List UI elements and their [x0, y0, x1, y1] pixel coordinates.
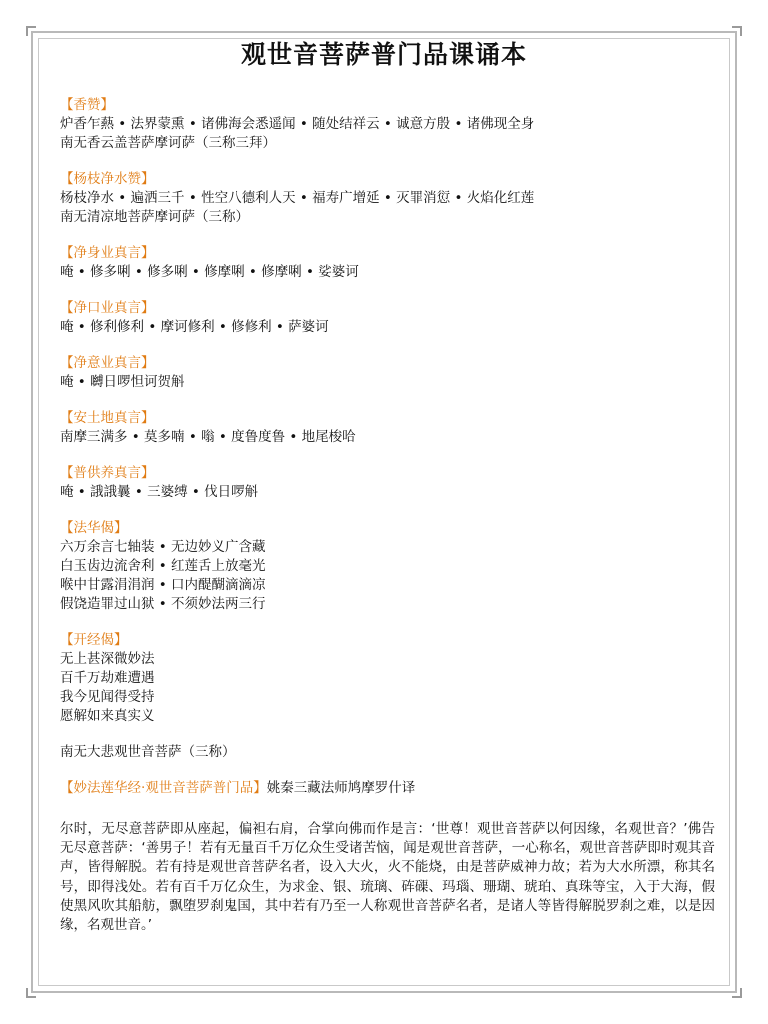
verse-line: 唵 • 誐誐曩 • 三婆缚 • 伐日啰斛 [60, 484, 259, 500]
section-heading: 【净身业真言】 [60, 245, 155, 261]
chant-section [60, 170, 720, 227]
sutra-heading [60, 779, 720, 798]
chant-section [60, 299, 720, 337]
chant-section [60, 354, 720, 392]
document-body [60, 96, 720, 935]
section-heading: 【普供养真言】 [60, 465, 155, 481]
section-heading: 【法华偈】 [60, 520, 128, 536]
frame-corner-top-right [732, 26, 742, 36]
section-heading: 【开经偈】 [60, 632, 128, 648]
verse-line: 唵 • 修利修利 • 摩诃修利 • 修修利 • 萨婆诃 [60, 319, 329, 335]
chant-section [60, 409, 720, 447]
verse-line: 喉中甘露涓涓润 • 口内醍醐滴滴凉 [60, 577, 266, 593]
chant-section [60, 631, 720, 726]
frame-corner-top-left [26, 26, 36, 36]
verse-line: 南摩三满多 • 莫多喃 • 嗡 • 度鲁度鲁 • 地尾梭哈 [60, 429, 356, 445]
sutra-translator: 姚秦三藏法师鸠摩罗什译 [266, 780, 416, 796]
verse-line: 唵 • 修多唎 • 修多唎 • 修摩唎 • 修摩唎 • 娑婆诃 [60, 264, 359, 280]
chant-section [60, 96, 720, 153]
verse-line: 南无大悲观世音菩萨（三称） [60, 744, 236, 760]
verse-line: 白玉齿边流舍利 • 红莲舌上放毫光 [60, 558, 266, 574]
chant-sections [60, 96, 720, 762]
verse-line: 愿解如来真实义 [60, 708, 155, 724]
verse-line: 百千万劫难遭遇 [60, 670, 155, 686]
frame-corner-bottom-right [732, 988, 742, 998]
section-heading: 【净口业真言】 [60, 300, 155, 316]
sutra-title: 【妙法莲华经·观世音菩萨普门品】 [60, 780, 267, 796]
verse-line: 假饶造罪过山狱 • 不须妙法两三行 [60, 596, 266, 612]
verse-line: 杨枝净水 • 遍洒三千 • 性空八德利人天 • 福寿广增延 • 灭罪消愆 • 火焰化红莲 [60, 190, 535, 206]
section-heading: 【净意业真言】 [60, 355, 155, 371]
verse-line: 南无清凉地菩萨摩诃萨（三称） [60, 209, 249, 225]
chant-section [60, 519, 720, 614]
frame-corner-bottom-left [26, 988, 36, 998]
verse-line: 南无香云盖菩萨摩诃萨（三称三拜） [60, 135, 276, 151]
verse-line: 六万余言七轴装 • 无边妙义广含藏 [60, 539, 266, 555]
chant-section [60, 464, 720, 502]
chant-section [60, 743, 720, 762]
verse-line: 唵 • 嚩日啰怛诃贺斛 [60, 374, 185, 390]
section-heading: 【香赞】 [60, 97, 114, 113]
verse-line: 无上甚深微妙法 [60, 651, 155, 667]
section-heading: 【安土地真言】 [60, 410, 155, 426]
section-heading: 【杨枝净水赞】 [60, 171, 155, 187]
verse-line: 我今见闻得受持 [60, 689, 155, 705]
page-title: 观世音菩萨普门品课诵本 [240, 40, 527, 69]
sutra-paragraph: 尔时，无尽意菩萨即从座起，偏袒右肩，合掌向佛而作是言：‘世尊！观世音菩萨以何因缘，名观世音？’佛告无尽意菩萨：‘善男子！若有无量百千万亿众生受诸苦恼，闻是观世音菩萨，一心称名，观世音菩萨即时观其音声，皆得解脱。若有持是观世音菩萨名者，设入大火，火不能烧，由是菩萨威神力故；若为大水所漂，称其名号，即得浅处。若有百千万亿众生，为求金、银、琉璃、砗磲、玛瑙、珊瑚、琥珀、真珠等宝，入于大海，假使黑风吹其船舫，飘堕罗刹鬼国，其中若有乃至一人称观世音菩萨名者，是诸人等皆得解脱罗刹之难，以是因缘，名观世音。’ [60, 821, 715, 934]
verse-line: 炉香乍爇 • 法界蒙熏 • 诸佛海会悉遥闻 • 随处结祥云 • 诚意方殷 • 诸佛现全身 [60, 116, 535, 132]
chant-section [60, 244, 720, 282]
